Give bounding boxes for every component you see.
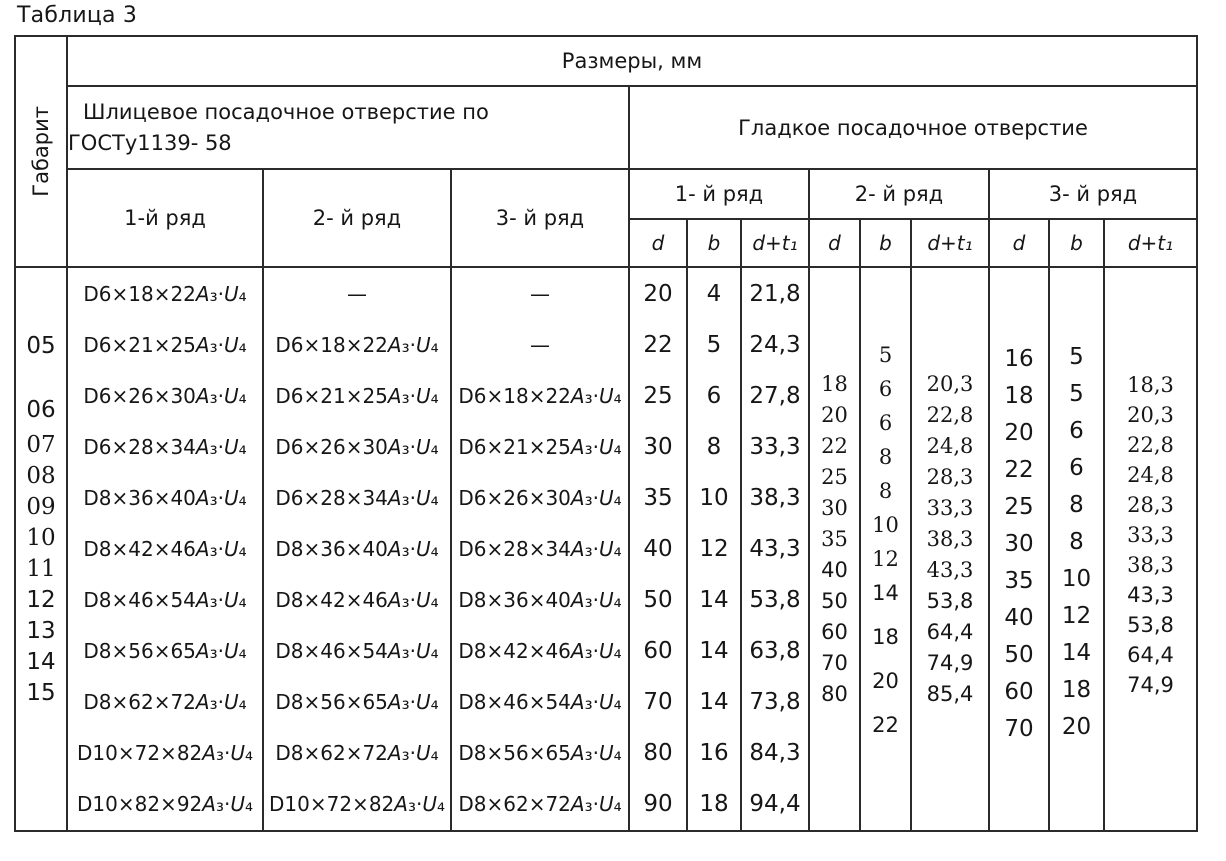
smooth3-dt1-header: d+t₁	[1105, 220, 1196, 266]
table-cell-value: 8	[1069, 528, 1084, 555]
table-cell-value: 38,3	[1127, 553, 1174, 577]
table-cell-value: 6	[1069, 454, 1084, 481]
table-cell-value: D10×72×82 A ₃· U ₄	[77, 741, 253, 766]
gabarit-header-label: Габарит	[29, 106, 53, 197]
table-cell-value: 20,3	[926, 371, 974, 396]
table-cell-value: 20,3	[1127, 403, 1174, 427]
smooth1-d-values	[630, 268, 686, 830]
smooth2-d-values	[810, 268, 859, 830]
table-cell-value: 35	[821, 526, 848, 551]
dimensions-table	[14, 35, 1198, 832]
table-cell-value: 09	[26, 493, 56, 520]
table-cell-value: 18,3	[1127, 373, 1174, 397]
table-cell-value: 70	[1004, 715, 1034, 742]
table-cell-value: 73,8	[749, 689, 801, 716]
table-cell-value: 14	[1061, 639, 1092, 666]
table-cell-value: 63,8	[749, 638, 801, 665]
table-cell-value: 6	[878, 377, 893, 401]
smooth1-dt1-header: d+t₁	[742, 220, 808, 266]
table-cell-value: 30	[1004, 530, 1034, 557]
table-cell-value: 12	[699, 535, 729, 562]
table-cell-value: 74,9	[1127, 673, 1174, 697]
table-cell-value: 50	[1004, 641, 1034, 668]
smooth3-d-column	[990, 268, 1048, 830]
table-cell-value: 22,8	[926, 402, 974, 427]
table-cell-value: 33,3	[1127, 523, 1174, 547]
table-cell-value: 74,9	[926, 650, 974, 675]
table-cell-value: 8	[706, 433, 722, 460]
table-cell-value: 35	[1004, 567, 1034, 594]
table-cell-value: 24,8	[1127, 463, 1174, 487]
smooth-row3-header: 3- й ряд	[990, 170, 1196, 218]
smooth3-b-header: b	[1050, 220, 1103, 266]
table-cell-value: D6×28×34 A ₃· U ₄	[275, 485, 439, 510]
table-cell-value: 6	[706, 382, 722, 409]
table-cell-value: 80	[643, 740, 673, 767]
table-cell-value: D6×21×25 A ₃· U ₄	[458, 434, 622, 459]
table-cell-value: 53,8	[926, 588, 974, 613]
table-cell-value: D6×21×25 A ₃· U ₄	[83, 332, 247, 357]
table-cell-value: 22	[643, 331, 673, 358]
table-cell-value: 22	[821, 433, 848, 458]
table-cell-value: 60	[643, 638, 673, 665]
table-cell-value: 38,3	[926, 526, 974, 551]
table-cell-value: 70	[821, 650, 848, 675]
table-cell-value: 43,3	[749, 535, 801, 562]
table-cell-value: 33,3	[926, 495, 974, 520]
smooth2-dt1-values	[912, 268, 988, 830]
smooth2-d-column	[810, 268, 859, 830]
spline-row3-header: 3- й ряд	[452, 170, 628, 266]
table-cell-value: 20	[821, 402, 848, 427]
table-cell-value: 50	[643, 587, 673, 614]
table-cell-value: D8×36×40 A ₃· U ₄	[275, 536, 439, 561]
table-cell-value: D8×62×72 A ₃· U ₄	[275, 741, 439, 766]
table-cell-value: 40	[821, 557, 848, 582]
smooth3-dt1-values	[1105, 268, 1196, 830]
smooth2-b-values	[861, 268, 910, 830]
table-cell-value: 14	[699, 587, 729, 614]
table-cell-value: 18	[699, 791, 729, 818]
smooth1-b-header: b	[688, 220, 740, 266]
table-cell-value: 38,3	[749, 484, 801, 511]
table-cell-value: 30	[643, 433, 673, 460]
table-cell-value: 10	[26, 524, 56, 551]
table-cell-value: 14	[872, 581, 899, 605]
smooth1-b-column	[688, 268, 740, 830]
table-cell-value: 14	[26, 648, 56, 675]
table-cell-value: 18	[1004, 382, 1034, 409]
table-cell-value: 8	[878, 479, 893, 503]
smooth2-b-column	[861, 268, 910, 830]
table-cell-value: D8×46×54 A ₃· U ₄	[458, 690, 622, 715]
table-cell-value: D8×42×46 A ₃· U ₄	[83, 536, 247, 561]
table-cell-value: 05	[26, 332, 56, 359]
spline-row1-header: 1-й ряд	[68, 170, 262, 266]
table-cell-value: D6×28×34 A ₃· U ₄	[458, 536, 622, 561]
table-cell-value: 24,3	[749, 331, 801, 358]
table-cell-value: 22	[1004, 456, 1034, 483]
table-cell-value: 25	[821, 464, 848, 489]
table-cell-value: D6×26×30 A ₃· U ₄	[458, 485, 622, 510]
table-cell-value: 40	[643, 535, 673, 562]
table-cell-value: D8×56×65 A ₃· U ₄	[458, 741, 622, 766]
table-cell-value: 40	[1004, 604, 1034, 631]
table-cell-value: D6×28×34 A ₃· U ₄	[83, 434, 247, 459]
table-cell-value: 12	[26, 586, 56, 613]
table-cell-value: 28,3	[926, 464, 974, 489]
smooth2-dt1-header: d+t₁	[912, 220, 988, 266]
smooth3-d-header: d	[990, 220, 1048, 266]
table-cell-value: 12	[872, 547, 899, 571]
table-cell-value: 60	[821, 619, 848, 644]
spline-row2-header: 2- й ряд	[264, 170, 450, 266]
table-cell-value: 53,8	[1127, 613, 1174, 637]
table-cell-value: 16	[699, 740, 729, 767]
table-cell-value: 70	[643, 689, 673, 716]
gabarit-column	[16, 268, 66, 830]
table-cell-value: 85,4	[926, 681, 974, 706]
table-cell-value: D6×21×25 A ₃· U ₄	[275, 383, 439, 408]
table-cell-value: 18	[821, 371, 848, 396]
smooth2-dt1-column	[912, 268, 988, 830]
table-cell-value: 8	[1069, 491, 1084, 518]
table-cell-value: 14	[699, 638, 729, 665]
gabarit-values	[16, 268, 66, 830]
spline-section-header-line2: ГОСТу1139- 58	[68, 130, 232, 155]
table-cell-value: D8×42×46 A ₃· U ₄	[458, 639, 622, 664]
table-cell-value: 20	[1061, 713, 1092, 740]
page-title: Таблица 3	[17, 3, 138, 28]
table-cell-value: 06	[26, 396, 56, 423]
table-cell-value: 25	[1004, 493, 1034, 520]
table-cell-value: —	[530, 281, 550, 306]
spline-section-header-line1: Шлицевое посадочное отверстие по	[83, 100, 489, 125]
table-cell-value: D8×36×40 A ₃· U ₄	[458, 588, 622, 613]
table-cell-value: D8×56×65 A ₃· U ₄	[83, 639, 247, 664]
table-cell-value: 94,4	[749, 791, 801, 818]
table-cell-value: 90	[643, 791, 673, 818]
smooth3-dt1-column	[1105, 268, 1196, 830]
smooth1-b-values	[688, 268, 740, 830]
table-cell-value: 64,4	[1127, 643, 1174, 667]
smooth3-b-column	[1050, 268, 1103, 830]
table-cell-value: 21,8	[749, 280, 801, 307]
smooth1-d-header: d	[630, 220, 686, 266]
spline-series3-values	[452, 268, 628, 830]
table-cell-value: D6×18×22 A ₃· U ₄	[458, 383, 622, 408]
table-cell-value: 35	[643, 484, 673, 511]
table-cell-value: D10×72×82 A ₃· U ₄	[269, 792, 445, 817]
table-cell-value: D8×46×54 A ₃· U ₄	[83, 588, 247, 613]
table-cell-value: 43,3	[926, 557, 974, 582]
spline-series1-values	[68, 268, 262, 830]
table-cell-value: D6×18×22 A ₃· U ₄	[275, 332, 439, 357]
table-cell-value: 64,4	[926, 619, 974, 644]
table-cell-value: 30	[821, 495, 848, 520]
smooth3-d-values	[990, 268, 1048, 830]
smooth1-d-column	[630, 268, 686, 830]
table-cell-value: 08	[26, 462, 56, 489]
table-cell-value: 84,3	[749, 740, 801, 767]
table-cell-value: 5	[1069, 343, 1084, 370]
table-cell-value: 5	[706, 331, 722, 358]
table-cell-value: —	[347, 281, 367, 306]
table-cell-value: D6×26×30 A ₃· U ₄	[83, 383, 247, 408]
table-cell-value: —	[530, 332, 550, 357]
table-cell-value: D8×56×65 A ₃· U ₄	[275, 690, 439, 715]
table-cell-value: 22,8	[1127, 433, 1174, 457]
smooth1-dt1-values	[742, 268, 808, 830]
table-cell-value: 20	[643, 280, 673, 307]
table-cell-value: 8	[878, 445, 893, 469]
table-cell-value: 6	[878, 411, 893, 435]
spline-series3-column	[452, 268, 628, 830]
table-cell-value: 18	[1061, 676, 1092, 703]
table-cell-value: D8×42×46 A ₃· U ₄	[275, 588, 439, 613]
table-cell-value: 5	[878, 343, 893, 367]
table-cell-value: 10	[872, 513, 899, 537]
table-cell-value: 6	[1069, 417, 1084, 444]
table-cell-value: 28,3	[1127, 493, 1174, 517]
table-cell-value: D8×62×72 A ₃· U ₄	[458, 792, 622, 817]
smooth-row1-header: 1- й ряд	[630, 170, 808, 218]
table-cell-value: 5	[1069, 380, 1084, 407]
table-cell-value: D8×62×72 A ₃· U ₄	[83, 690, 247, 715]
table-cell-value: D10×82×92 A ₃· U ₄	[77, 792, 253, 817]
smooth-section-header: Гладкое посадочное отверстие	[630, 87, 1196, 168]
table-cell-value: 13	[26, 617, 56, 644]
table-cell-value: D8×46×54 A ₃· U ₄	[275, 639, 439, 664]
table-cell-value: 20	[872, 669, 899, 693]
table-cell-value: 10	[1061, 565, 1092, 592]
smooth3-b-values	[1050, 268, 1103, 830]
table-cell-value: 43,3	[1127, 583, 1174, 607]
spline-section-header	[68, 87, 628, 168]
table-cell-value: 60	[1004, 678, 1034, 705]
table-cell-value: 53,8	[749, 587, 801, 614]
table-cell-value: 18	[872, 625, 899, 649]
gabarit-header-cell	[16, 37, 66, 266]
table-cell-value: 20	[1004, 419, 1034, 446]
smooth1-dt1-column	[742, 268, 808, 830]
table-cell-value: 27,8	[749, 382, 801, 409]
table-cell-value: 25	[643, 382, 673, 409]
spline-series1-column	[68, 268, 262, 830]
table-cell-value: 14	[699, 689, 729, 716]
spline-series2-column	[264, 268, 450, 830]
table-cell-value: 16	[1004, 345, 1034, 372]
table-cell-value: D8×36×40 A ₃· U ₄	[83, 485, 247, 510]
table-cell-value: 80	[821, 681, 848, 706]
table-cell-value: 22	[872, 713, 899, 737]
table-cell-value: 10	[699, 484, 729, 511]
table-cell-value: D6×18×22 A ₃· U ₄	[83, 281, 247, 306]
table-cell-value: 50	[821, 588, 848, 613]
table-cell-value: 12	[1061, 602, 1092, 629]
sizes-header: Размеры, мм	[68, 37, 1196, 85]
table-cell-value: 24,8	[926, 433, 974, 458]
table-cell-value: 4	[706, 280, 722, 307]
table-cell-value: 07	[26, 431, 56, 458]
smooth-row2-header: 2- й ряд	[810, 170, 988, 218]
table-cell-value: D6×26×30 A ₃· U ₄	[275, 434, 439, 459]
table-cell-value: 33,3	[749, 433, 801, 460]
smooth2-d-header: d	[810, 220, 859, 266]
table-cell-value: 11	[26, 555, 56, 582]
table-cell-value: 15	[26, 679, 56, 706]
smooth2-b-header: b	[861, 220, 910, 266]
spline-series2-values	[264, 268, 450, 830]
